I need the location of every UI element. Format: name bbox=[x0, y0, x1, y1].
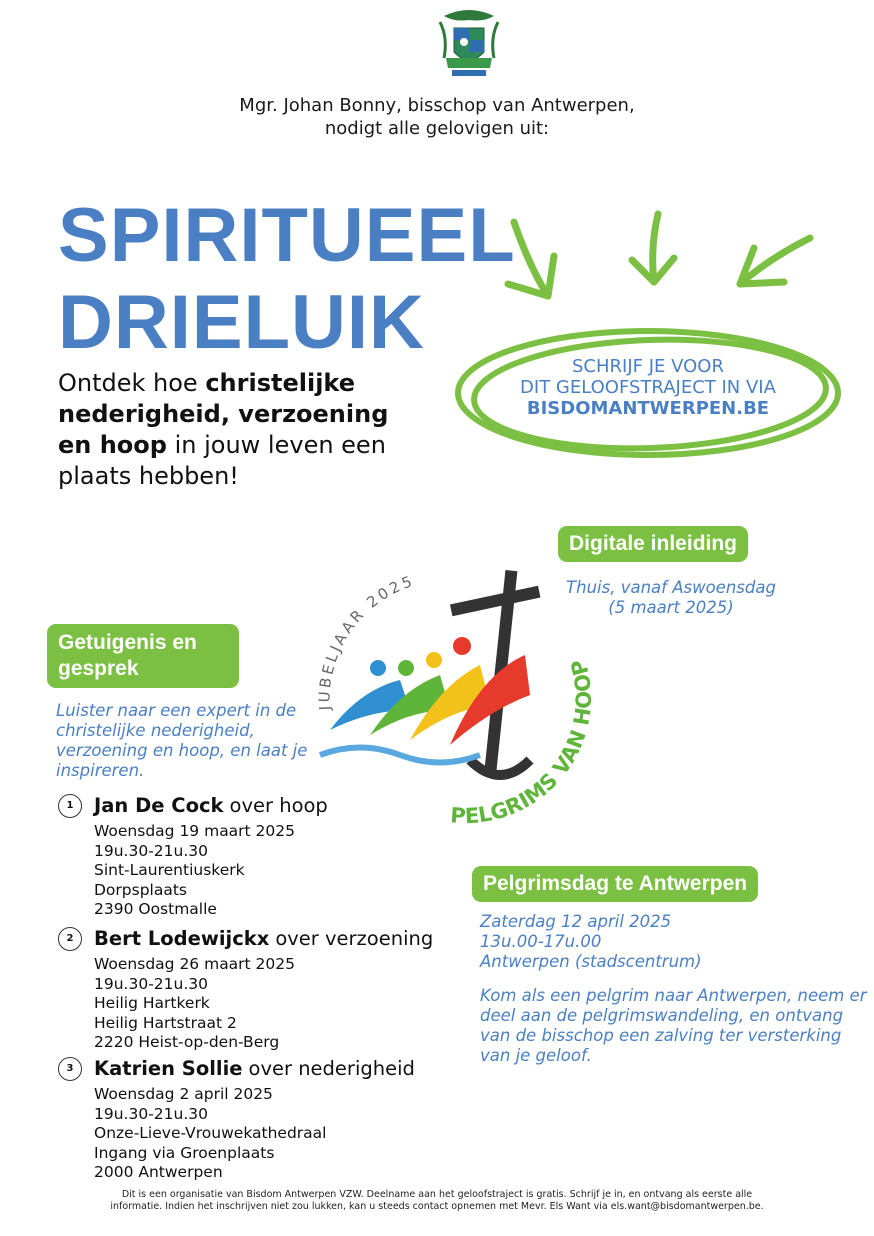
event-number: 2 bbox=[58, 927, 82, 951]
event-3 bbox=[58, 1057, 458, 1183]
signup-box bbox=[478, 356, 818, 419]
pilgrimage-details bbox=[480, 912, 870, 972]
event-date: Woensdag 26 maart 2025 bbox=[94, 955, 296, 973]
logo-arc-text: JUBELJAAR 2025 bbox=[315, 571, 418, 711]
testimony-text: Luister naar een expert in de christelijke nederigheid, verzoening en hoop, en laat je inspireren. bbox=[56, 701, 308, 780]
event-time: 19u.30-21u.30 bbox=[94, 1104, 208, 1123]
event-city: 2390 Oostmalle bbox=[94, 900, 217, 918]
event-street: Ingang via Groenplaats bbox=[94, 1143, 275, 1162]
event-venue: Sint-Laurentiuskerk bbox=[94, 861, 245, 879]
event-number: 1 bbox=[58, 794, 82, 818]
pilgrimage-description: Kom als een pelgrim naar Antwerpen, neem er deel aan de pelgrimswandeling, en ontvang van de bisschop een zalving ter versterking van je geloof. bbox=[480, 986, 867, 1065]
event-2 bbox=[58, 927, 458, 1053]
testimony-badge: Getuigenis en gesprek bbox=[47, 624, 239, 688]
event-speaker: Katrien Sollie bbox=[94, 1057, 243, 1080]
tagline-part-1: Ontdek hoe bbox=[58, 369, 206, 397]
intro-text bbox=[0, 94, 874, 140]
event-topic: over nederigheid bbox=[248, 1057, 415, 1080]
title-line-1: SPIRITUEEL bbox=[58, 193, 516, 278]
event-speaker: Bert Lodewijckx bbox=[94, 927, 270, 950]
event-topic: over hoop bbox=[229, 794, 328, 817]
event-1 bbox=[58, 794, 458, 920]
pilgrimage-place: Antwerpen (stadscentrum) bbox=[480, 952, 702, 971]
intro-line-2: nodigt alle gelovigen uit: bbox=[324, 118, 550, 139]
footer-text: Dit is een organisatie van Bisdom Antwerpen VZW. Deelname aan het geloofstraject is gratis. Schrijf je in, en ontvang als eerste alle informatie. Indien het inschrijven niet zou lukken, kan u steeds contact opnemen met Mevr. Els Want via els.want@bisdomantwerpen.be. bbox=[110, 1189, 764, 1212]
event-city: 2220 Heist-op-den-Berg bbox=[94, 1033, 280, 1051]
pilgrimage-date: Zaterdag 12 april 2025 bbox=[480, 912, 672, 931]
signup-line-1: SCHRIJF JE VOOR bbox=[572, 356, 724, 377]
event-venue: Heilig Hartkerk bbox=[94, 994, 210, 1012]
event-number: 3 bbox=[58, 1057, 82, 1081]
event-date: Woensdag 2 april 2025 bbox=[94, 1085, 273, 1103]
event-street: Dorpsplaats bbox=[94, 880, 187, 899]
tagline-part-2: in jouw leven een plaats hebben! bbox=[58, 431, 386, 490]
tagline bbox=[58, 368, 418, 492]
digital-intro-badge: Digitale inleiding bbox=[558, 526, 748, 562]
event-date: Woensdag 19 maart 2025 bbox=[94, 822, 296, 840]
signup-url-link[interactable]: BISDOMANTWERPEN.BE bbox=[526, 398, 770, 419]
event-speaker: Jan De Cock bbox=[94, 794, 224, 817]
signup-line-2: DIT GELOOFSTRAJECT IN VIA bbox=[520, 377, 776, 398]
digital-line-1: Thuis, vanaf Aswoensdag bbox=[566, 578, 776, 597]
title-line-2: DRIELUIK bbox=[58, 280, 425, 365]
tagline-bold: christelijke nederigheid, verzoening en hoop bbox=[58, 369, 389, 459]
bishop-coat-of-arms-icon bbox=[434, 8, 504, 82]
event-street: Heilig Hartstraat 2 bbox=[94, 1013, 237, 1032]
intro-line-1: Mgr. Johan Bonny, bisschop van Antwerpen, bbox=[239, 95, 635, 116]
arrows-icon bbox=[500, 208, 830, 318]
logo-name: PELGRIMS VAN HOOP bbox=[449, 656, 597, 829]
event-venue: Onze-Lieve-Vrouwekathedraal bbox=[94, 1124, 327, 1142]
pilgrimage-badge: Pelgrimsdag te Antwerpen bbox=[472, 866, 758, 902]
event-topic: over verzoening bbox=[275, 927, 434, 950]
event-time: 19u.30-21u.30 bbox=[94, 841, 208, 860]
digital-line-2: (5 maart 2025) bbox=[608, 598, 734, 617]
pilgrimage-time: 13u.00-17u.00 bbox=[480, 932, 602, 951]
event-city: 2000 Antwerpen bbox=[94, 1163, 223, 1181]
event-time: 19u.30-21u.30 bbox=[94, 974, 208, 993]
digital-intro-text bbox=[556, 578, 786, 618]
